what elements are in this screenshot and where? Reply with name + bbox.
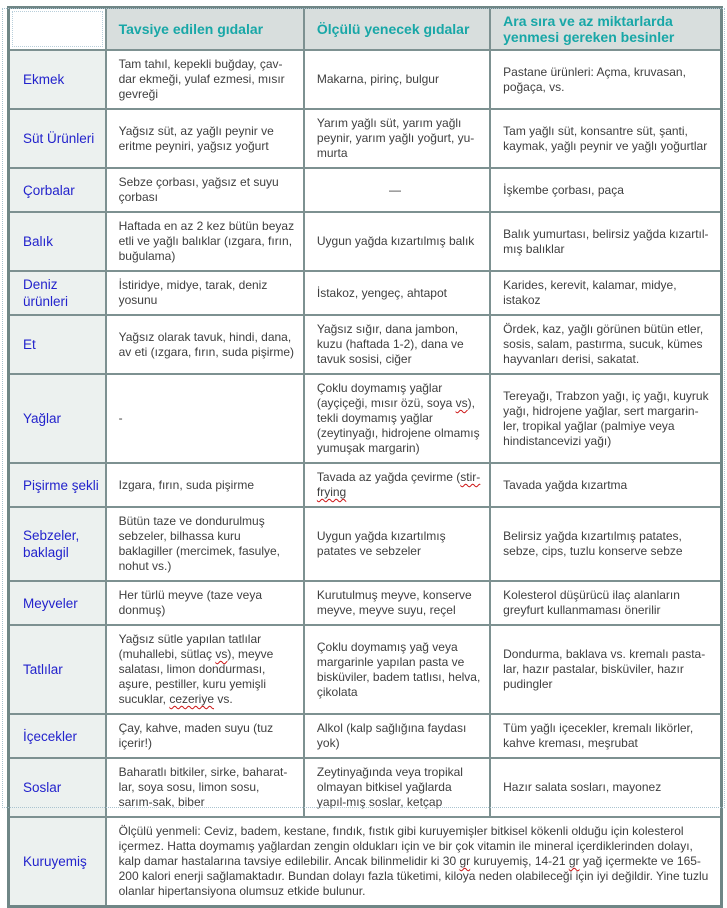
row-header: Sebzeler, baklagil xyxy=(9,507,106,581)
cell: Tüm yağlı içecekler, kremalı likörler, kahve kreması, meşrubat xyxy=(490,714,721,758)
table-row xyxy=(9,271,722,315)
cell: Çoklu doymamış yağ veya margarinle yapılan pasta ve bisküviler, badem tatlısı, helva, çikolata xyxy=(304,625,490,714)
cell: Baharatlı bitkiler, sirke, baharat-lar, soya sosu, limon sosu, sarım-sak, biber xyxy=(106,758,304,817)
table-row xyxy=(9,817,722,907)
row-header: Et xyxy=(9,315,106,374)
cell: Bütün taze ve dondurulmuş sebzeler, bilhassa kuru baklagiller (mercimek, fasulye, nohut vs.) xyxy=(106,507,304,581)
cell: Sebze çorbası, yağsız et suyu çorbası xyxy=(106,168,304,212)
cell: İstakoz, yengeç, ahtapot xyxy=(304,271,490,315)
cell: Hazır salata sosları, mayonez xyxy=(490,758,721,817)
column-header-rare: Ara sıra ve az miktarlarda yenmesi gereken besinler xyxy=(490,8,721,51)
cell: Alkol (kalp sağlığına faydası yok) xyxy=(304,714,490,758)
misspelled-word: cezeriye xyxy=(169,692,215,706)
table-row xyxy=(9,625,722,714)
diet-table xyxy=(7,6,723,908)
row-header: Tatlılar xyxy=(9,625,106,714)
row-header: Ekmek xyxy=(9,50,106,109)
cell: Dondurma, baklava vs. kremalı pasta-lar, hazır pastalar, bisküviler, hazır pudingler xyxy=(490,625,721,714)
row-header: Çorbalar xyxy=(9,168,106,212)
misspelled-word: gr xyxy=(568,854,580,868)
table-row xyxy=(9,714,722,758)
table-row xyxy=(9,212,722,271)
table-row xyxy=(9,507,722,581)
misspelled-word: gr xyxy=(459,854,471,868)
table-row xyxy=(9,168,722,212)
cell: Ördek, kaz, yağlı görünen bütün etler, sosis, salam, pastırma, sucuk, kümes hayvanları derisi, sakatat. xyxy=(490,315,721,374)
cell: Belirsiz yağda kızartılmış patates, sebze, cips, tuzlu konserve sebze xyxy=(490,507,721,581)
cell: — xyxy=(304,168,490,212)
cell: İstiridye, midye, tarak, deniz yosunu xyxy=(106,271,304,315)
cell: Tam tahıl, kepekli buğday, çav-dar ekmeği, yulaf ezmesi, mısır gevreği xyxy=(106,50,304,109)
misspelled-word: vs xyxy=(215,647,228,661)
corner-dotted-frame xyxy=(12,11,103,47)
table-row xyxy=(9,109,722,168)
cell: - xyxy=(106,374,304,463)
column-header-recommended: Tavsiye edilen gıdalar xyxy=(106,8,304,51)
diet-table-body xyxy=(9,50,722,907)
cell: Balık yumurtası, belirsiz yağda kızartıl-mış balıklar xyxy=(490,212,721,271)
cell: Tavada yağda kızartma xyxy=(490,463,721,507)
row-header: Yağlar xyxy=(9,374,106,463)
cell: Tereyağı, Trabzon yağı, iç yağı, kuyruk yağı, hidrojene yağlar, sert margarin-ler, tropikal yağlar (palmiye veya hindistancevizi yağı) xyxy=(490,374,721,463)
cell: Kurutulmuş meyve, konserve meyve, meyve suyu, reçel xyxy=(304,581,490,625)
cell: Haftada en az 2 kez bütün beyaz etli ve yağlı balıklar (ızgara, fırın, buğulama) xyxy=(106,212,304,271)
cell: Kolesterol düşürücü ilaç alanların greyfurt kullanmaması önerilir xyxy=(490,581,721,625)
cell: Zeytinyağında veya tropikal olmayan bitkisel yağlarda yapıl-mış soslar, ketçap xyxy=(304,758,490,817)
row-header: Deniz ürünleri xyxy=(9,271,106,315)
misspelled-word: vs xyxy=(455,396,468,410)
header-row xyxy=(9,8,722,51)
row-header: Kuruyemiş xyxy=(9,817,106,907)
table-row xyxy=(9,50,722,109)
row-header: Balık xyxy=(9,212,106,271)
cell: Yağsız olarak tavuk, hindi, dana, av eti (ızgara, fırın, suda pişirme) xyxy=(106,315,304,374)
misspelled-word: stir-frying xyxy=(316,470,481,499)
table-row xyxy=(9,758,722,817)
cell: Her türlü meyve (taze veya donmuş) xyxy=(106,581,304,625)
table-row xyxy=(9,374,722,463)
diet-table-header xyxy=(9,8,722,51)
cell: İşkembe çorbası, paça xyxy=(490,168,721,212)
corner-cell xyxy=(9,8,106,51)
row-header: Soslar xyxy=(9,758,106,817)
table-row xyxy=(9,463,722,507)
cell: Pastane ürünleri: Açma, kruvasan, poğaça, vs. xyxy=(490,50,721,109)
row-header: Meyveler xyxy=(9,581,106,625)
cell: Çay, kahve, maden suyu (tuz içerir!) xyxy=(106,714,304,758)
cell: Izgara, fırın, suda pişirme xyxy=(106,463,304,507)
cell: Tam yağlı süt, konsantre süt, şanti, kaymak, yağlı peynir ve yağlı yoğurtlar xyxy=(490,109,721,168)
cell: Uygun yağda kızartılmış balık xyxy=(304,212,490,271)
cell: Makarna, pirinç, bulgur xyxy=(304,50,490,109)
row-header: Pişirme şekli xyxy=(9,463,106,507)
row-header: İçecekler xyxy=(9,714,106,758)
cell: Ölçülü yenmeli: Ceviz, badem, kestane, fındık, fıstık gibi kuruyemişler bitkisel kökenli olduğu için kolesterol içermez. Hatta doymamış yağlardan zengin oldukları için ve bir çok vitamin ile mineral içerdiklerinden dolayı, kalp damar hastalarına tavsiye edilebilir. Ancak bilinmelidir ki 30 gr kuruyemiş, 14-21 gr yağ içermekte ve 165-200 kalori enerji sağlamaktadır. Bundan dolayı fazla tüketimi, kiloya neden olabileceği için iyi değildir. Yine tuzlu olanlar hipertansiyona olumsuz etkide bulunur. xyxy=(106,817,722,907)
cell: Yağsız sütle yapılan tatlılar (muhallebi, sütlaç vs), meyve salatası, limon dondurması, aşure, pestiller, kuru yemişli sucuklar, cezeriye vs. xyxy=(106,625,304,714)
cell: Uygun yağda kızartılmış patates ve sebzeler xyxy=(304,507,490,581)
cell: Yağsız süt, az yağlı peynir ve eritme peyniri, yağsız yoğurt xyxy=(106,109,304,168)
cell: Çoklu doymamış yağlar (ayçiçeği, mısır özü, soya vs), tekli doymamış yağlar (zeytinyağı, hidrojene olmamış yumuşak margarin) xyxy=(304,374,490,463)
table-row xyxy=(9,315,722,374)
row-header: Süt Ürünleri xyxy=(9,109,106,168)
cell: Yarım yağlı süt, yarım yağlı peynir, yarım yağlı yoğurt, yu-murta xyxy=(304,109,490,168)
table-row xyxy=(9,581,722,625)
cell: Yağsız sığır, dana jambon, kuzu (haftada 1-2), dana ve tavuk sosisi, ciğer xyxy=(304,315,490,374)
column-header-moderate: Ölçülü yenecek gıdalar xyxy=(304,8,490,51)
cell: Tavada az yağda çevirme (stir-frying xyxy=(304,463,490,507)
cell: Karides, kerevit, kalamar, midye, istakoz xyxy=(490,271,721,315)
